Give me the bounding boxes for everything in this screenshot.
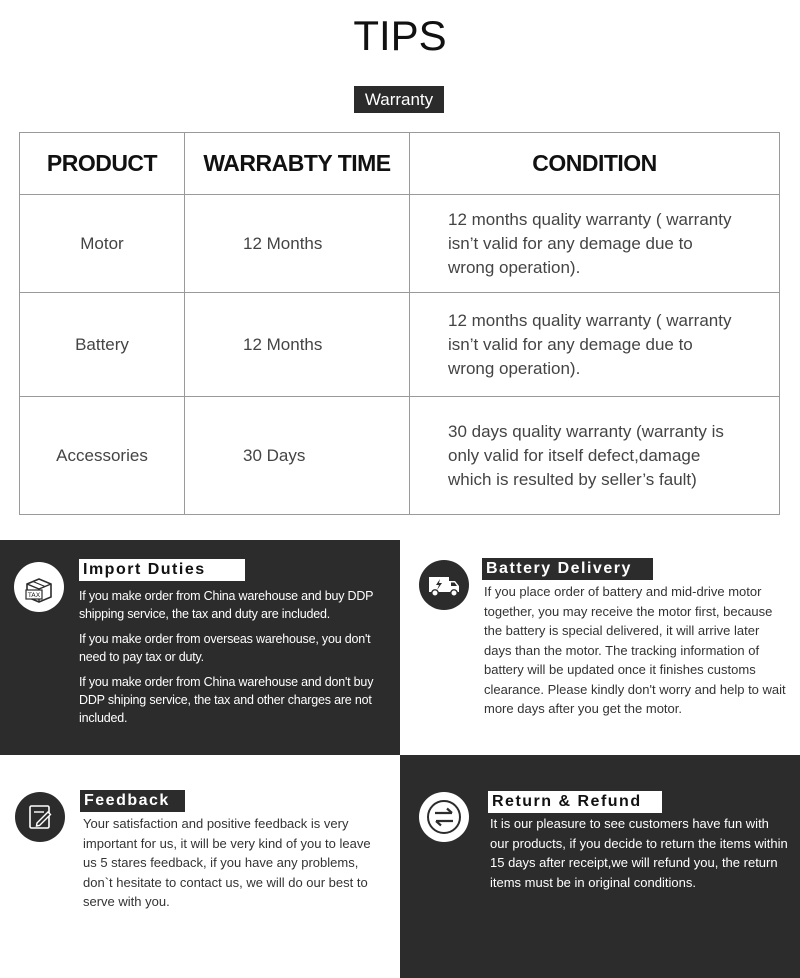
cell-condition: 30 days quality warranty (warranty is only valid for itself defect,damage which is resulted by seller’s fault) <box>410 397 780 515</box>
feedback-heading: Feedback <box>80 790 185 812</box>
table-row <box>20 195 780 293</box>
header-condition: CONDITION <box>410 133 780 195</box>
cell-product: Accessories <box>20 397 185 515</box>
battery-delivery-text: If you place order of battery and mid-drive motor together, you may receive the motor first, because the battery is special delivered, it will arrive later days than the motor. The tracking information of battery will be updated once it finishes customs clearance. Please kindly don't worry and help to wait more days after you get the motor. <box>484 584 786 716</box>
import-duties-panel <box>0 540 400 755</box>
table-row <box>20 293 780 397</box>
cell-condition: 12 months quality warranty ( warranty isn’t valid for any demage due to wrong operation). <box>410 195 780 293</box>
feedback-text: Your satisfaction and positive feedback is very important for us, it will be very kind of you to leave us 5 stares feedback, if you have any problems, don`t hesitate to contact us, we will do our best to serve with you. <box>83 816 371 909</box>
import-duties-paragraph: If you make order from overseas warehouse, you don't need to pay tax or duty. <box>79 632 371 664</box>
delivery-truck-icon <box>419 560 469 610</box>
warranty-badge: Warranty <box>354 86 444 113</box>
table-row <box>20 397 780 515</box>
feedback-panel <box>0 755 400 978</box>
cell-time: 30 Days <box>185 397 410 515</box>
tax-icon-label: TAX <box>27 591 41 599</box>
exchange-arrows-icon <box>419 792 469 842</box>
page-title: TIPS <box>353 12 447 59</box>
cell-time: 12 Months <box>185 195 410 293</box>
import-duties-heading: Import Duties <box>79 559 245 581</box>
table-header-row <box>20 133 780 195</box>
header-warranty-time: WARRABTY TIME <box>185 133 410 195</box>
battery-delivery-panel <box>400 540 800 755</box>
cell-time: 12 Months <box>185 293 410 397</box>
import-duties-paragraph: If you make order from China warehouse and buy DDP shipping service, the tax and duty are included. <box>79 589 374 621</box>
import-duties-paragraph: If you make order from China warehouse and don't buy DDP shiping service, the tax and other charges are not included. <box>79 675 374 725</box>
return-refund-text: It is our pleasure to see customers have fun with our products, if you decide to return the items within 15 days after receipt,we will refund you, the return items must be in original conditions. <box>490 816 788 890</box>
battery-delivery-heading: Battery Delivery <box>482 558 653 580</box>
return-refund-heading: Return & Refund <box>488 791 662 813</box>
cell-condition: 12 months quality warranty ( warranty isn’t valid for any demage due to wrong operation). <box>410 293 780 397</box>
cell-product: Battery <box>20 293 185 397</box>
header-product: PRODUCT <box>20 133 185 195</box>
warranty-table <box>19 132 780 515</box>
return-refund-panel <box>400 755 800 978</box>
feedback-edit-icon <box>15 792 65 842</box>
cell-product: Motor <box>20 195 185 293</box>
tax-box-icon <box>14 562 64 612</box>
import-duties-text <box>79 587 391 734</box>
